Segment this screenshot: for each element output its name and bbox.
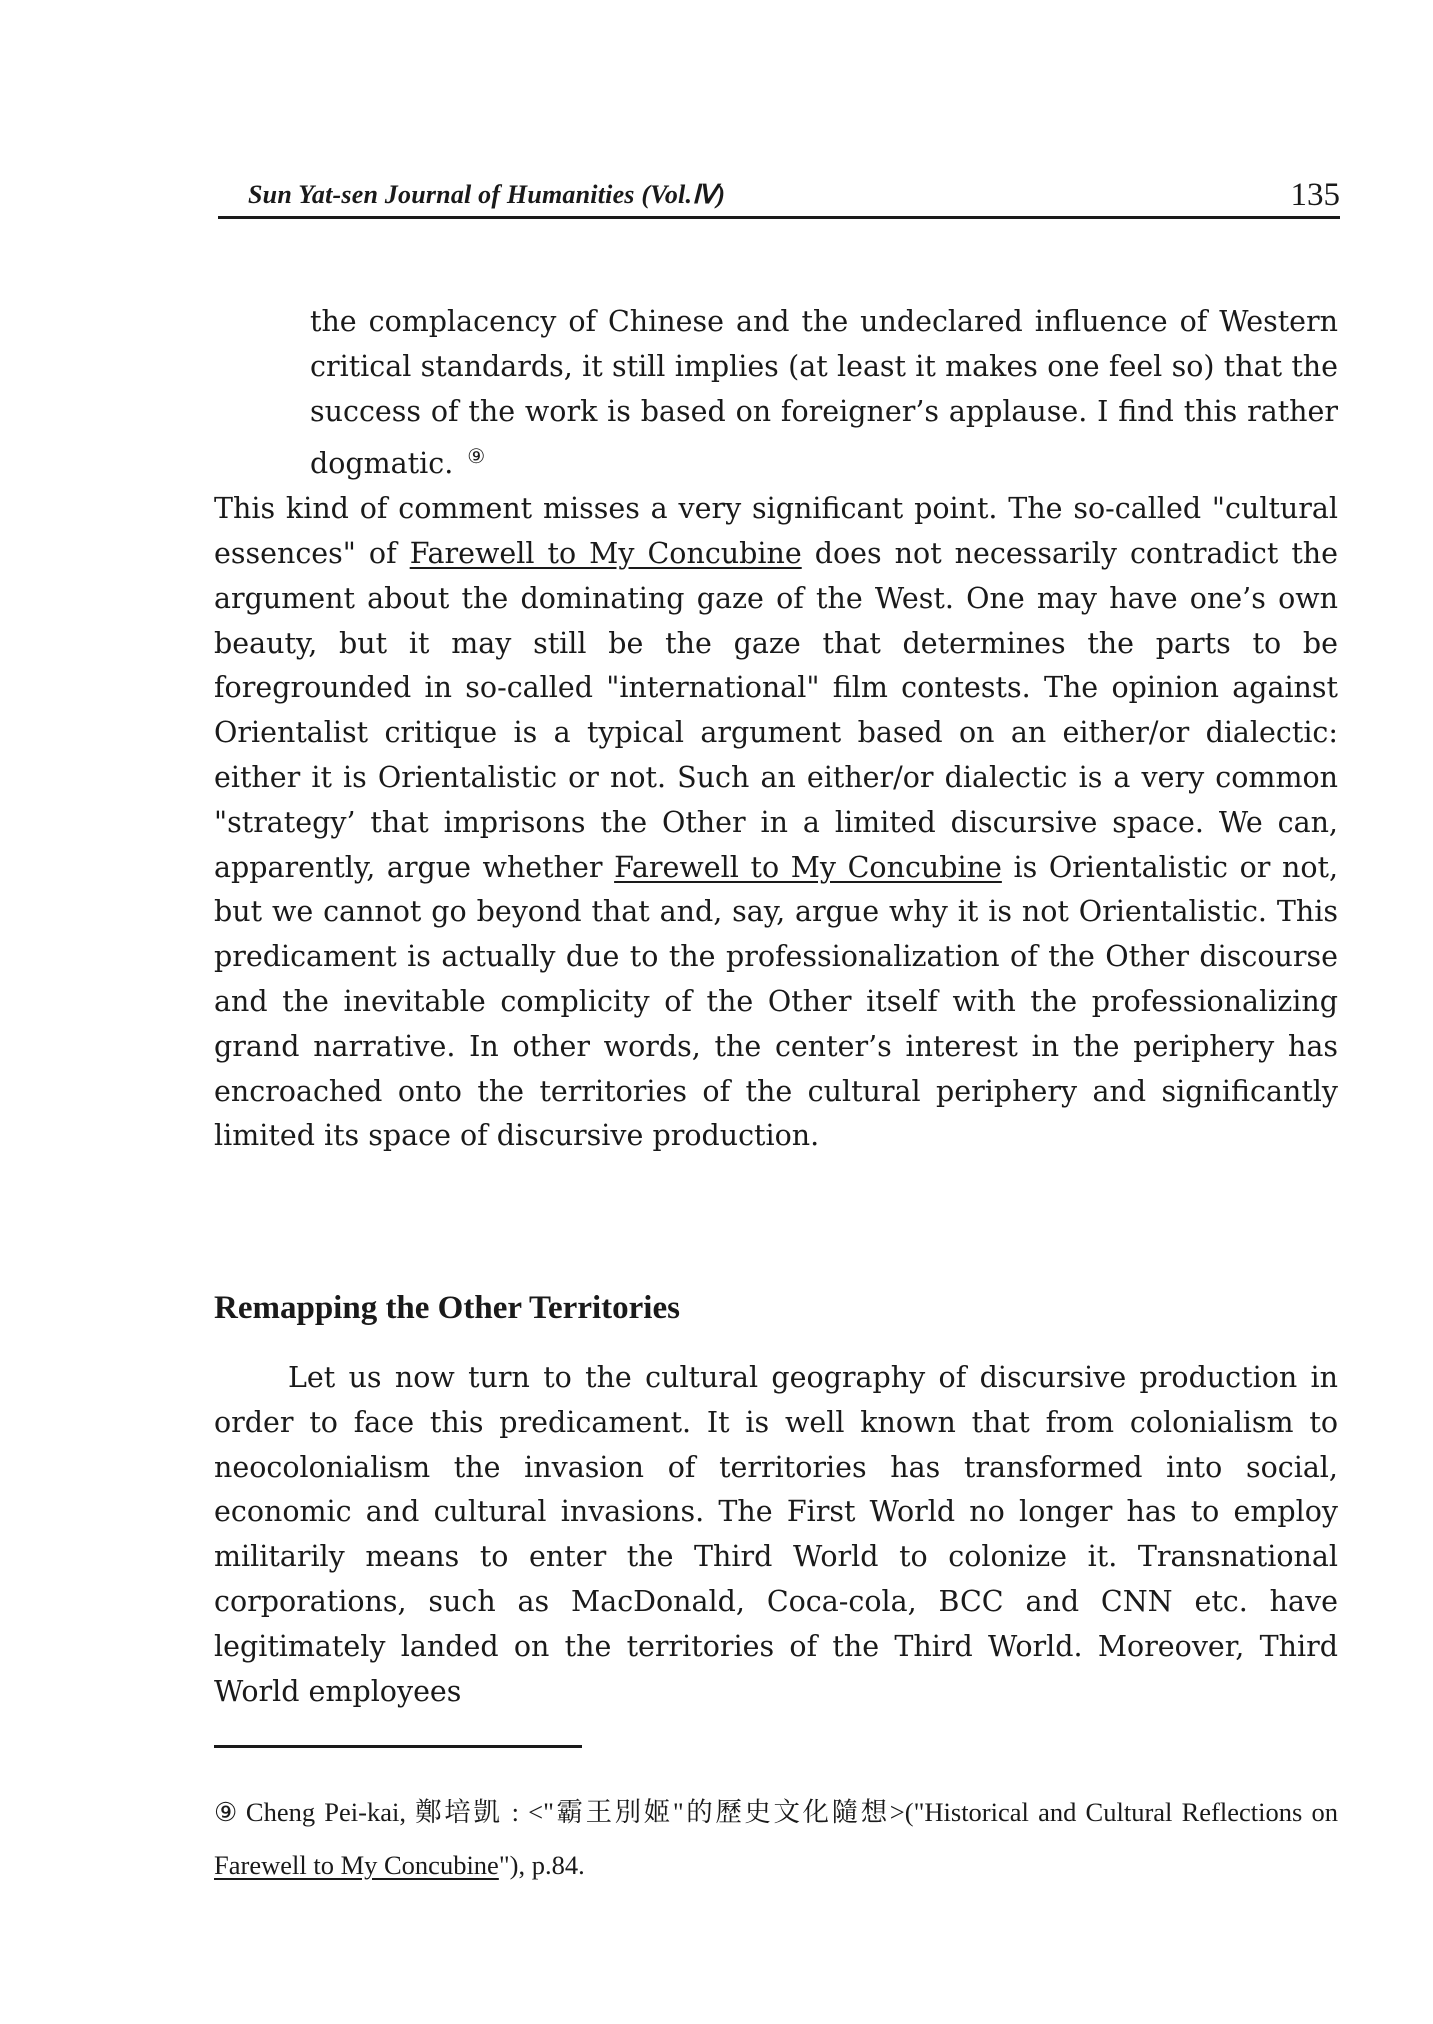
footnote-text (214, 1786, 1338, 1891)
footnote-author: Cheng Pei-kai, 鄭培凱 : <"霸王別姬"的歷史文化隨想>("Historical and Cultural Reflections on (245, 1797, 1338, 1827)
body-paragraph (214, 487, 1338, 1159)
footnote-reference[interactable]: ⑨ (467, 444, 486, 469)
paragraph-text: does not necessarily contradict the argument about the dominating gaze of the West. One may have one’s own beauty, but it may still be the gaze that determines the parts to be foregrounded in so-called "international" film contests. The opinion against Orientalist critique is a typical argument based on an either/or dialectic: either it is Orientalistic or not. Such an either/or dialectic is a very common "strategy’ that imprisons the Other in a limited discursive space. We can, apparently, argue whether (214, 536, 1338, 884)
paragraph-text: is Orientalistic or not, but we cannot go beyond that and, say, argue why it is not Orientalistic. This predicament is actually due to the professionalization of the Other discourse and the inevitable complicity of the Other itself with the professionalizing grand narrative. In other words, the center’s interest in the periphery has encroached onto the territories of the cultural periphery and significantly limited its space of discursive production. (214, 850, 1339, 1153)
paragraph-text: This kind of comment misses a very significant point. The so-called "cultural essences" of (214, 492, 1338, 570)
page-number: 135 (1290, 177, 1340, 213)
footnote-divider (214, 1745, 582, 1748)
footnote-film-title: Farewell to My Concubine (214, 1850, 499, 1880)
footnote-tail: "), p.84. (498, 1850, 585, 1880)
footnote (214, 1786, 1338, 1891)
film-title: Farewell to My Concubine (614, 850, 1002, 884)
footnote-marker: ⑨ (214, 1798, 240, 1827)
section-heading: Remapping the Other Territories (214, 1290, 680, 1326)
section-body (214, 1356, 1338, 1714)
main-body (214, 300, 1338, 1159)
block-quote (214, 300, 1338, 487)
running-header (218, 172, 1340, 219)
body-paragraph: Let us now turn to the cultural geography of discursive production in order to face this predicament. It is well known that from colonialism to neocolonialism the invasion of territories has transformed into social, economic and cultural invasions. The First World no longer has to employ militarily means to enter the Third World to colonize it. Transnational corporations, such as MacDonald, Coca-cola, BCC and CNN etc. have legitimately landed on the territories of the Third World. Moreover, Third World employees (214, 1361, 1338, 1708)
journal-title: Sun Yat-sen Journal of Humanities (Vol.Ⅳ) (248, 180, 726, 209)
quote-text: the complacency of Chinese and the undeclared influence of Western critical standards, it still implies (at least it makes one feel so) that the success of the work is based on foreigner’s applause. I find this rather dogmatic. (310, 305, 1338, 481)
film-title: Farewell to My Concubine (409, 536, 802, 570)
